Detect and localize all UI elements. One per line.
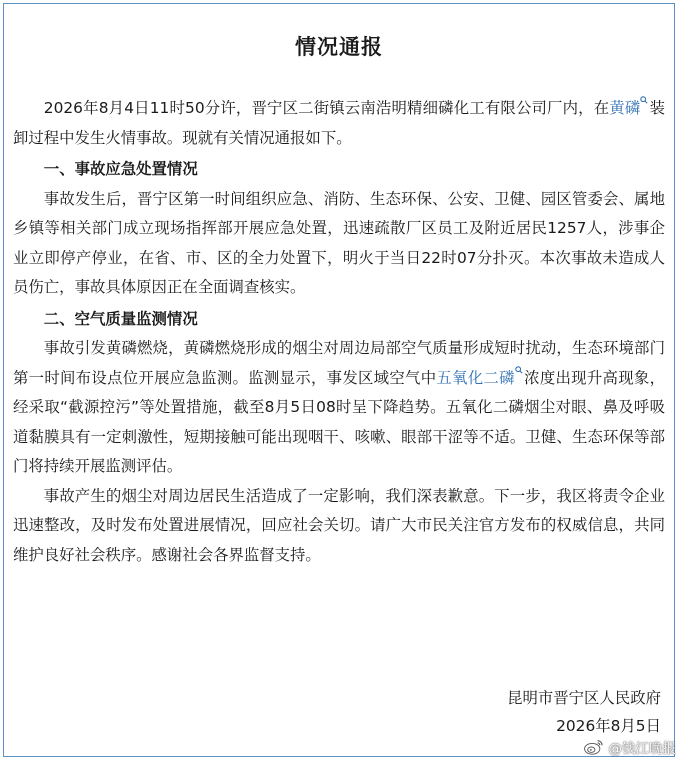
- keyword-link-huanglin[interactable]: [609, 99, 649, 117]
- intro-paragraph: [13, 94, 665, 153]
- weibo-icon: [583, 738, 605, 756]
- intro-text-1: 2026年8月4日11时50分许，晋宁区二街镇云南浩明精细磷化工有限公司厂内，在: [43, 99, 610, 117]
- section2-paragraph: [13, 334, 665, 482]
- keyword-link-huanglin-label: 黄磷: [609, 99, 641, 117]
- section1-paragraph: 事故发生后，晋宁区第一时间组织应急、消防、生态环保、公安、卫健、园区管委会、属地乡镇等相关部门成立现场指挥部开展应急处置，迅速疏散厂区员工及附近居民1257人，涉事企业立即停产停业，在省、市、区的全力处置下，明火于当日22时07分扑灭。本次事故未造成人员伤亡，事故具体原因正在全面调查核实。: [13, 189, 665, 296]
- document-body: [13, 94, 665, 570]
- closing-paragraph: 事故产生的烟尘对周边居民生活造成了一定影响，我们深表歉意。下一步，我区将责令企业迅速整改，及时发布处置进展情况，回应社会关切。请广大市民关注官方发布的权威信息，共同维护良好社会秩序。感谢社会各界监督支持。: [13, 486, 665, 564]
- page-title: 情况通报: [295, 35, 383, 59]
- watermark-text: @钱江晚报: [608, 741, 676, 757]
- signature-org: 昆明市晋宁区人民政府: [507, 689, 661, 707]
- search-icon: [640, 96, 648, 104]
- search-icon: [515, 366, 523, 374]
- signature-date: 2026年8月5日: [556, 717, 661, 735]
- section2-text-1: 事故引发黄磷燃烧，黄磷燃烧形成的烟尘对周边局部空气质量形成短时扰动，生态环境部门第一时间布设点位开展应急监测。监测显示，事发区域空气中: [13, 339, 665, 387]
- notice-document: [3, 3, 675, 757]
- section1-heading: 一、事故应急处置情况: [43, 160, 198, 178]
- intro-text-2: 装卸过程中发生火情事故。现就有关情况通报如下。: [13, 99, 665, 147]
- keyword-link-p2o5[interactable]: [436, 369, 523, 387]
- weibo-watermark: [583, 736, 677, 758]
- keyword-link-p2o5-label: 五氧化二磷: [436, 368, 515, 387]
- section2-heading: 二、空气质量监测情况: [43, 309, 198, 328]
- section2-text-2: 浓度出现升高现象，经采取“截源控污”等处置措施，截至8月5日08时呈下降趋势。五氧化二磷烟尘对眼、鼻及呼吸道黏膜具有一定刺激性，短期接触可能出现咽干、咳嗽、眼部干涩等不适。卫健、生态环保等部门将持续开展监测评估。: [13, 368, 665, 475]
